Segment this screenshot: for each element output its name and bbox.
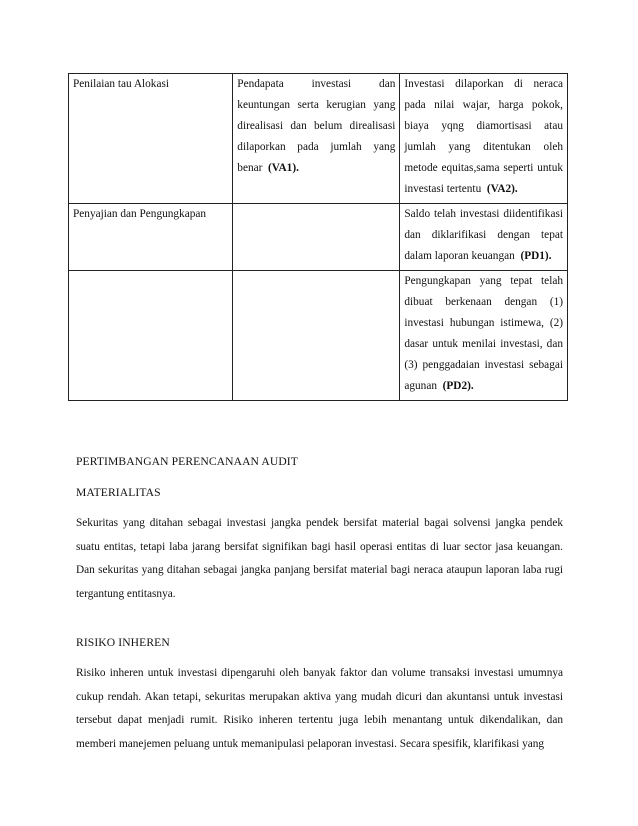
objective-code: (PD1). — [520, 250, 552, 262]
objective-text: Pengungkapan yang tepat telah dibuat berkenaan dengan (1) investasi hubungan istimewa, (2) dasar untuk menilai investasi, dan (3) penggadaian investasi sebagai agunan — [404, 275, 563, 392]
objective-code: (PD2). — [442, 380, 474, 392]
assertion-label: Penyajian dan Pengungkapan — [73, 208, 207, 220]
objective-text: Investasi dilaporkan di neraca pada nilai wajar, harga pokok, biaya yqng diamortisasi atau jumlah yang ditentukan oleh metode equitas,sama seperti untuk investasi tertentu — [404, 78, 563, 195]
objective-code: (VA2). — [486, 183, 518, 195]
audit-objective-cell — [400, 74, 568, 204]
section-heading-inherent-risk: RISIKO INHEREN — [76, 636, 170, 649]
objective-text: Pendapata investasi dan keuntungan serta kerugian yang direalisasi dan belum direalisasi dilaporkan pada jumlah yang benar — [237, 78, 396, 174]
assertion-cell — [69, 204, 233, 271]
assertions-table — [68, 73, 568, 401]
section-heading-planning: PERTIMBANGAN PERENCANAAN AUDIT — [76, 455, 298, 468]
audit-objective-cell — [400, 204, 568, 271]
management-objective-cell — [233, 271, 400, 401]
table-row — [69, 74, 568, 204]
management-objective-cell — [233, 74, 400, 204]
table-row — [69, 204, 568, 271]
assertion-label: Penilaian tau Alokasi — [73, 78, 170, 90]
materiality-paragraph: Sekuritas yang ditahan sebagai investasi jangka pendek bersifat material bagai solvensi jangka pendek suatu entitas, tetapi laba jarang bersifat signifikan bagi hasil operasi entitas di luar sector jasa keuangan. Dan sekuritas yang ditahan sebagai jangka panjang bersifat material bagi neraca ataupun laporan laba rugi tergantung entitasnya. — [76, 517, 563, 600]
objective-code: (VA1). — [268, 162, 299, 174]
assertion-cell — [69, 74, 233, 204]
audit-objective-cell — [400, 271, 568, 401]
assertion-cell — [69, 271, 233, 401]
inherent-risk-paragraph: Risiko inheren untuk investasi dipengaruhi oleh banyak faktor dan volume transaksi investasi umumnya cukup rendah. Akan tetapi, sekuritas merupakan aktiva yang mudah dicuri dan akuntansi untuk investasi tersebut dapat menjadi rumit. Risiko inheren tertentu juga lebih menantang untuk dikendalikan, dan memberi manejemen peluang untuk memanipulasi pelaporan investasi. Secara spesifik, klarifikasi yang — [76, 667, 563, 750]
objective-text: Saldo telah investasi diidentifikasi dan diklarifikasi dengan tepat dalam laporan keuangan — [404, 208, 563, 262]
section-heading-materiality: MATERIALITAS — [76, 486, 161, 499]
table-row — [69, 271, 568, 401]
management-objective-cell — [233, 204, 400, 271]
